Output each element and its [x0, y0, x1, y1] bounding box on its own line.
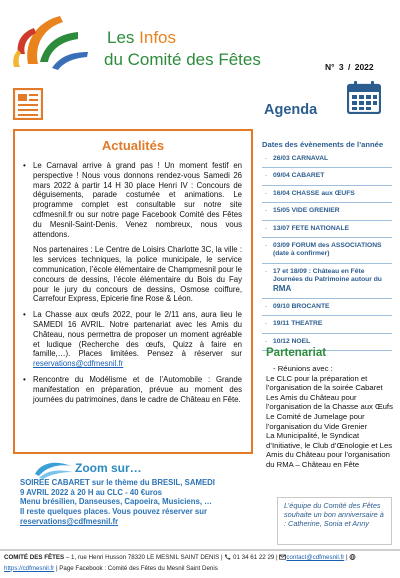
newsletter-title	[107, 28, 176, 48]
agenda-item-emphasis: RMA	[273, 283, 292, 293]
title-accent: Infos	[139, 28, 176, 47]
globe-icon	[349, 554, 356, 560]
bullet-icon: -	[265, 189, 268, 197]
comite-logo	[8, 12, 100, 74]
partenariat-intro: - Réunions avec :	[273, 364, 333, 373]
reservations-link[interactable]: reservations@cdfmesnil.fr	[33, 359, 124, 369]
agenda-item	[262, 238, 392, 264]
actualites-title: Actualités	[101, 138, 165, 153]
bullet-icon: •	[23, 161, 26, 170]
agenda-item	[262, 264, 392, 299]
partenariat-text	[266, 364, 394, 470]
agenda-item	[262, 168, 392, 185]
zoom-line: Il reste quelques places. Vous pouvez réserver sur	[20, 507, 208, 517]
agenda-list	[262, 151, 392, 351]
agenda-item-text: 09/10 BROCANTE	[273, 303, 330, 311]
agenda-item	[262, 299, 392, 316]
newsletter-subtitle: du Comité des Fêtes	[104, 50, 261, 69]
newspaper-icon	[13, 88, 43, 120]
bullet-icon: -	[265, 207, 268, 215]
bullet-icon: •	[23, 374, 26, 384]
calendar-icon	[347, 80, 381, 114]
bullet-icon: -	[265, 320, 268, 328]
partenariat-line: Les Amis du Château pour l’organisation de la Chasse aux Œufs	[266, 392, 393, 412]
news-partners	[21, 245, 242, 304]
agenda-item	[262, 316, 392, 333]
footer-sep: |	[344, 554, 350, 561]
title-prefix: Les	[107, 28, 140, 47]
news-item-modelisme	[21, 375, 242, 404]
agenda-item-text: 19/11 THEATRE	[273, 320, 323, 328]
news-item-chasse	[21, 310, 242, 369]
bullet-icon: -	[265, 303, 268, 311]
footer-website-link[interactable]: https://cdfmesnil.fr	[4, 564, 55, 572]
partenariat-heading: Partenariat	[266, 347, 327, 359]
agenda-item-text: 26/03 CARNAVAL	[273, 155, 329, 162]
agenda-item	[262, 186, 392, 203]
agenda-heading: Agenda	[264, 102, 318, 118]
news-text: Rencontre du Modélisme et de l’Automobile : Grande manifestation en préparation, prévue au moment des journées du patrimoines, dans le cadre de Château en Fête.	[33, 374, 242, 404]
footer-org: COMITÉ DES FÊTES	[4, 554, 65, 561]
swirl-icon	[33, 458, 75, 480]
agenda-item-text: 13/07 FETE NATIONALE	[273, 224, 350, 232]
news-text-body: La Chasse aux œufs 2022, pour le 2/11 ans, aura lieu le SAMEDI 16 AVRIL. Notre partenariat avec les Amis du Château, nous permettra de proposer un moment agréable et ludique (Recherche des œufs, Quizz à faire en famille,…). Places limitées. Pensez à réserver sur	[33, 310, 242, 359]
agenda-item	[262, 151, 392, 168]
footer-address: – 1, rue Henri Husson 78320 LE MESNIL SAINT DENIS |	[64, 554, 225, 561]
footer	[4, 553, 398, 574]
footer-phone: 01 34 61 22 29 |	[231, 554, 280, 561]
agenda-item-text: 03/09 FORUM des ASSOCIATIONS (date à confirmer)	[273, 242, 382, 258]
zoom-line: SOIREE CABARET sur le thème du BRESIL, SAMEDI	[20, 478, 215, 487]
bullet-icon: -	[265, 172, 268, 180]
agenda-item	[262, 203, 392, 220]
news-item-carnaval	[21, 161, 242, 239]
partenariat-line: La Municipalité, le Syndicat d’Initiative, le Club d’Œnologie et Les Amis du Château pour l’organisation du RMA – Château en Fête	[266, 431, 393, 469]
bullet-icon: -	[265, 337, 268, 345]
birthday-quote: L’équipe du Comité des Fêtes souhaite un bon anniversaire à : Catherine, Sonia et Anny	[277, 497, 392, 545]
bullet-icon: -	[265, 155, 268, 162]
agenda-item-text: 10/12 NOEL	[273, 337, 311, 345]
bullet-icon: •	[23, 310, 26, 320]
news-text: Le Carnaval arrive à grand pas ! Un moment festif en perspective ! Nous vous donnons rendez-vous Samedi 26 mars 2022 à partir 14 H 30 place Henri IV : Concours de déguisements, parade costumée et animations. Le programme complet est consultable sur notre site cdfmesnil.fr ou sur notre page Facebook Comité des Fêtes du Mesnil-Saint-Denis. Venez nombreux, nous vous attendons.	[33, 161, 242, 239]
agenda-item-text: 15/05 VIDE GRENIER	[273, 207, 340, 215]
agenda-item-text: 09/04 CABARET	[273, 172, 325, 180]
partenariat-line: Le Comité de Jumelage pour l’organisation du Vide Grenier	[266, 411, 368, 431]
issue-number: N° 3 / 2022	[325, 62, 374, 72]
news-text: Nos partenaires : Le Centre de Loisirs Charlotte 3C, la ville : les services techniques, la police municipale, le service communication, l’école élémentaire de Champmesnil pour le concours de dessins, l’école élémentaire du Bois du Fay pour le jury du concours de dessins, Osmose coiffure, Carrefour Express, Epicerie fine Rose & Léon.	[33, 245, 242, 304]
news-text	[33, 310, 242, 369]
bullet-icon: -	[265, 267, 268, 275]
actualites-box	[13, 129, 253, 454]
partenariat-line: Le CLC pour la préparation et l’organisation de la soirée Cabaret	[266, 373, 383, 393]
zoom-line: Menu brésilien, Danseuses, Capoeira, Musiciens, …	[20, 497, 212, 507]
agenda-subtitle: Dates des évènements de l’année	[262, 140, 384, 149]
bullet-icon: -	[265, 242, 268, 250]
footer-email-link[interactable]: contact@cdfmesnil.fr	[286, 554, 345, 561]
zoom-heading: Zoom sur…	[75, 461, 142, 475]
zoom-line: 9 AVRIL 2022 à 20 H au CLC - 40 €uros	[20, 487, 162, 497]
agenda-item-text: 17 et 18/09 : Château en Fête Journées du Patrimoine autour du	[273, 267, 382, 284]
bullet-icon: -	[265, 224, 268, 232]
footer-divider	[0, 549, 400, 551]
zoom-email-link[interactable]: reservations@cdfmesnil.fr	[20, 516, 119, 526]
agenda-item-text: 16/04 CHASSE aux ŒUFS	[273, 189, 355, 197]
zoom-text	[20, 478, 275, 527]
agenda-item	[262, 221, 392, 238]
footer-facebook: | Page Facebook : Comité des Fêtes du Mesnil Saint Denis	[54, 564, 218, 572]
